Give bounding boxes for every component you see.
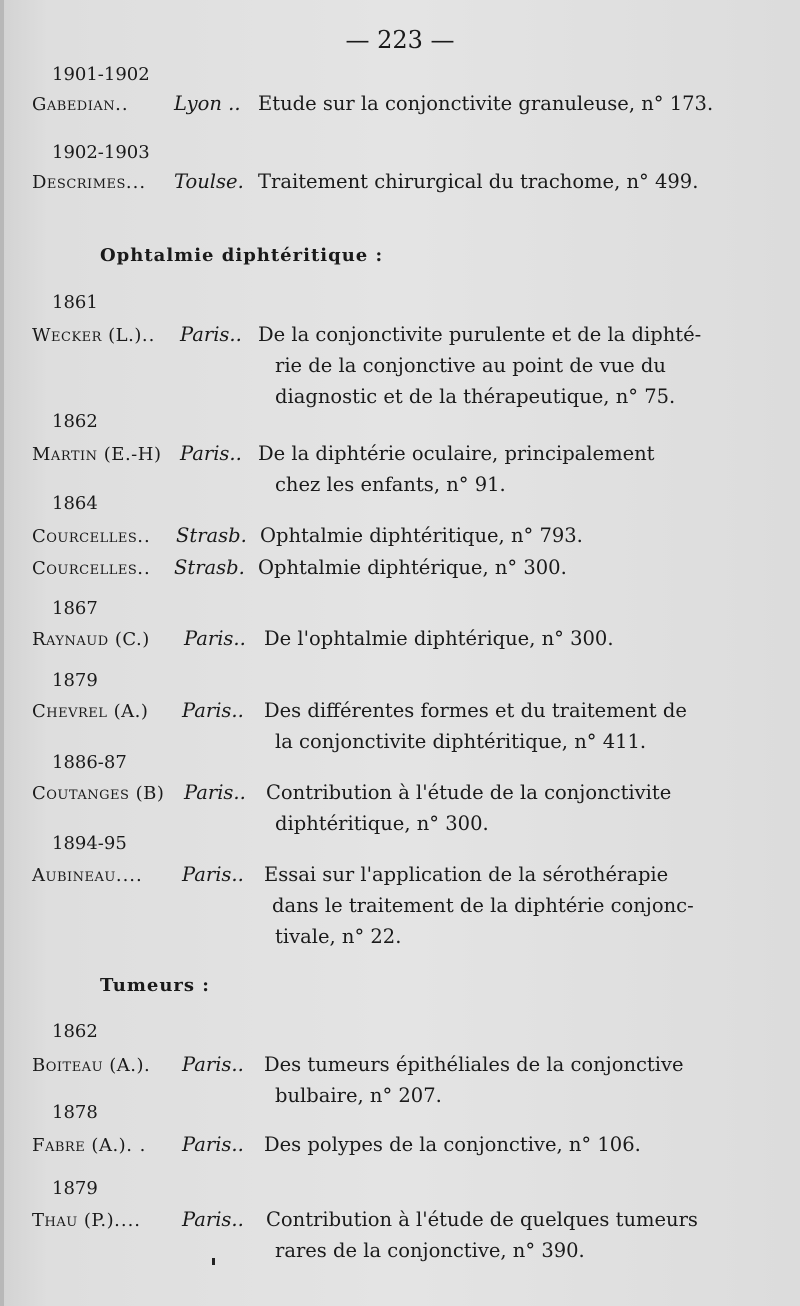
entry-title-line: Ophtalmie diphtérique, n° 300. [258,556,567,579]
entry-title-line: De la diphtérie oculaire, principalement [258,442,655,465]
ink-mark [212,1258,215,1265]
entry-city: Paris.. [184,627,246,650]
page-number: — 223 — [345,26,455,54]
entry-title-line: Ophtalmie diphtéritique, n° 793. [260,524,583,547]
entry-title-line: diagnostic et de la thérapeutique, n° 75. [275,385,676,408]
entry-title-line: diphtéritique, n° 300. [275,812,489,835]
entry-title-line: tivale, n° 22. [275,925,402,948]
entry-title-line: dans le traitement de la diphtérie conjonc- [272,894,694,917]
entry-author: Martin (E.-H) [32,444,162,465]
entry-year: 1879 [52,670,98,691]
entry-title-line: Essai sur l'application de la sérothérapie [264,863,669,886]
entry-city: Paris.. [182,1208,244,1231]
entry-year: 1894-95 [52,833,127,854]
entry-title-line: Etude sur la conjonctivite granuleuse, n° 173. [258,92,714,115]
entry-year: 1879 [52,1178,98,1199]
section-heading: Tumeurs : [100,975,210,996]
entry-title-line: rie de la conjonctive au point de vue du [275,354,666,377]
entry-year: 1901-1902 [52,64,150,85]
entry-year: 1878 [52,1102,98,1123]
entry-title-line: Contribution à l'étude de la conjonctivite [266,781,672,804]
entry-year: 1902-1903 [52,142,150,163]
entry-year: 1861 [52,292,98,313]
entry-author: Fabre (A.). . [32,1135,147,1156]
entry-city: Paris.. [180,442,242,465]
entry-title-line: rares de la conjonctive, n° 390. [275,1239,585,1262]
entry-city: Paris.. [182,1133,244,1156]
entry-author: Thau (P.).... [32,1210,142,1231]
entry-city: Paris.. [180,323,242,346]
entry-title-line: bulbaire, n° 207. [275,1084,442,1107]
entry-city: Paris.. [182,699,244,722]
section-heading: Ophtalmie diphtéritique : [100,245,384,266]
entry-title-line: la conjonctivite diphtéritique, n° 411. [275,730,647,753]
entry-author: Coutanges (B) [32,783,165,804]
entry-author: Raynaud (C.) [32,629,150,650]
entry-title-line: chez les enfants, n° 91. [275,473,506,496]
entry-author: Descrimes... [32,172,147,193]
entry-city: Toulse. [174,170,244,193]
entry-author: Wecker (L.).. [32,325,156,346]
entry-author: Boiteau (A.). [32,1055,151,1076]
entry-author: Courcelles.. [32,526,151,547]
entry-year: 1867 [52,598,98,619]
entry-title-line: Traitement chirurgical du trachome, n° 499. [258,170,699,193]
entry-city: Paris.. [182,863,244,886]
entry-title-line: Contribution à l'étude de quelques tumeurs [266,1208,698,1231]
entry-city: Strasb. [176,524,247,547]
entry-year: 1862 [52,1021,98,1042]
entry-title-line: De l'ophtalmie diphtérique, n° 300. [264,627,614,650]
entry-city: Strasb. [174,556,245,579]
entry-city: Paris.. [182,1053,244,1076]
entry-city: Lyon .. [174,92,241,115]
entry-year: 1864 [52,493,98,514]
entry-author: Chevrel (A.) [32,701,149,722]
entry-author: Courcelles.. [32,558,151,579]
entry-city: Paris.. [184,781,246,804]
entry-title-line: Des polypes de la conjonctive, n° 106. [264,1133,641,1156]
entry-author: Aubineau.... [32,865,143,886]
entry-year: 1862 [52,411,98,432]
entry-title-line: Des différentes formes et du traitement de [264,699,687,722]
entry-author: Gabedian.. [32,94,129,115]
entry-title-line: Des tumeurs épithéliales de la conjonctive [264,1053,684,1076]
entry-title-line: De la conjonctivite purulente et de la diphté- [258,323,702,346]
entry-year: 1886-87 [52,752,127,773]
